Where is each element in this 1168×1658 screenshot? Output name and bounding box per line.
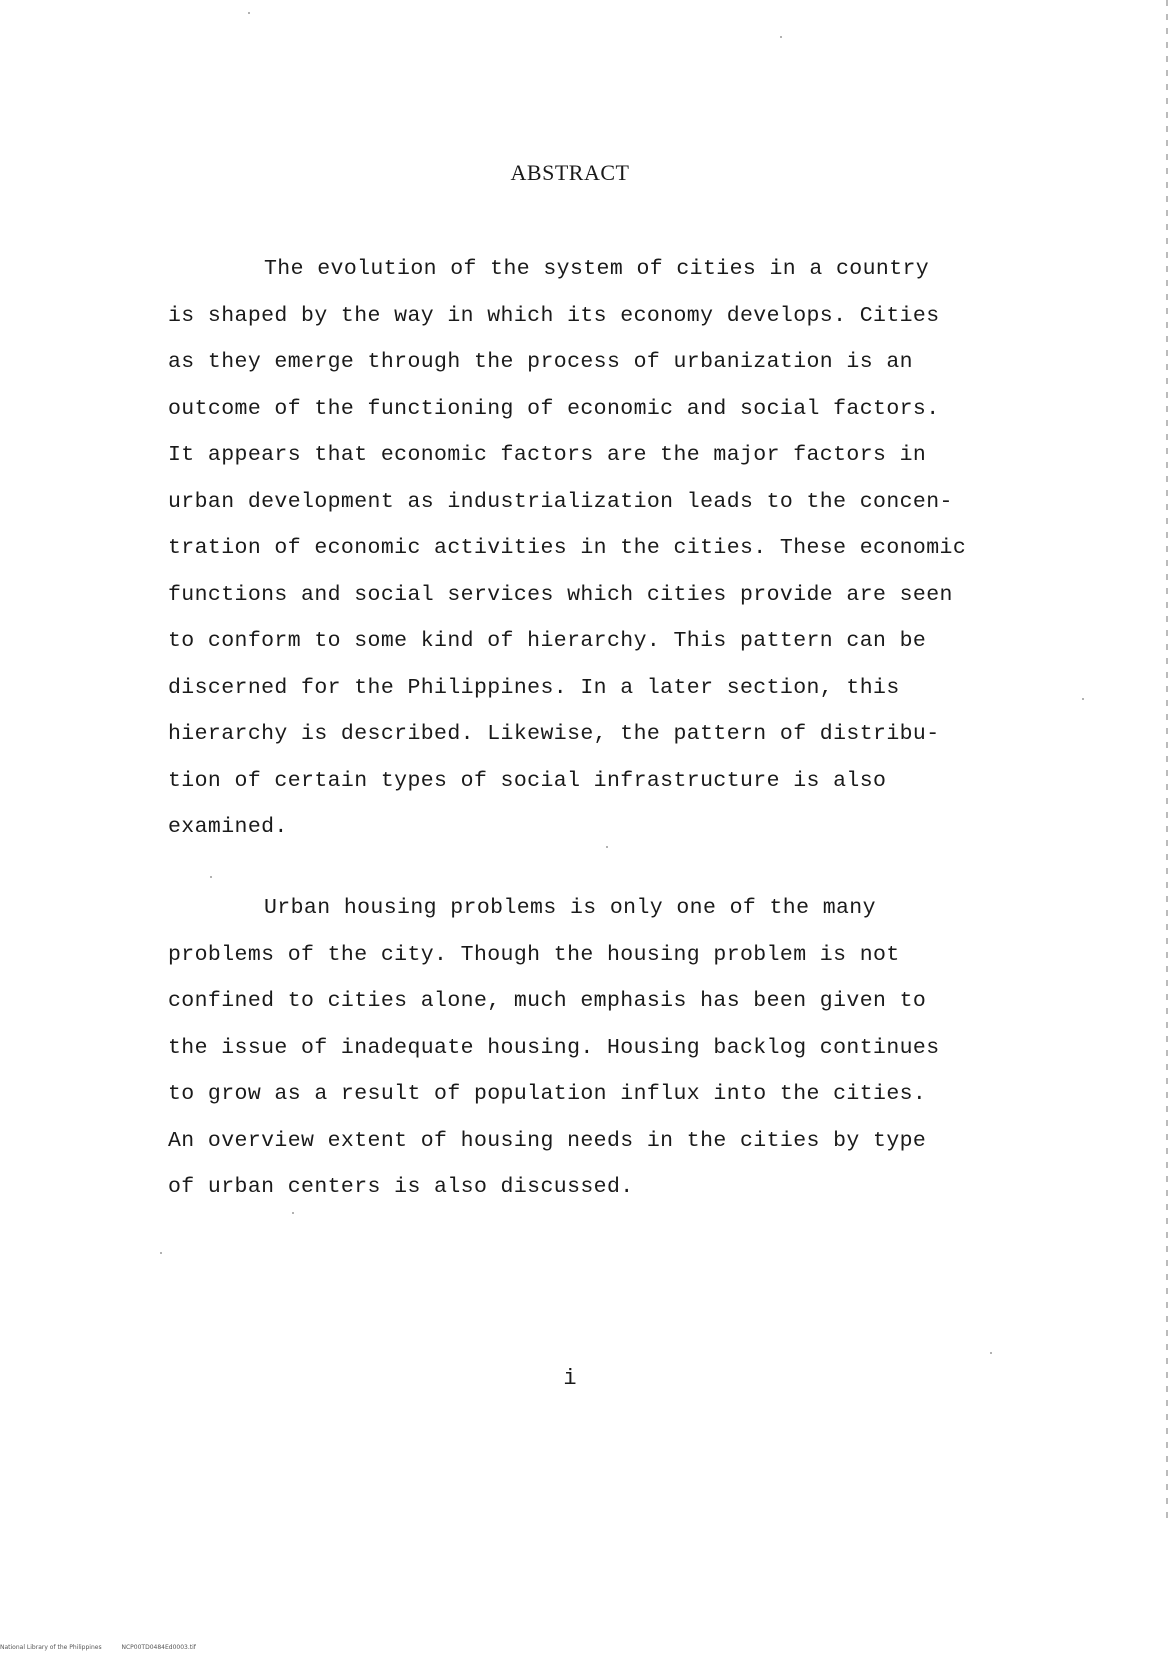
page-number: i bbox=[563, 1366, 577, 1391]
scan-speck bbox=[292, 1212, 294, 1214]
scan-speck bbox=[248, 12, 250, 14]
scan-speck bbox=[990, 1352, 992, 1354]
scan-speck bbox=[780, 36, 782, 38]
library-credit: National Library of the Philippines bbox=[0, 1644, 102, 1651]
paragraph-2: Urban housing problems is only one of the many problems of the city. Though the housing problem is not confined to cities alone, much emphasis has been given to the issue of inadequate housing. Housing backlog continues to grow as a result of population influx into the cities. An overview extent of housing needs in the cities by type of urban centers is also discussed. bbox=[168, 896, 940, 1199]
scan-speck bbox=[160, 1252, 162, 1254]
paragraph-1: The evolution of the system of cities in a country is shaped by the way in which its economy develops. Cities as they emerge through the process of urbanization is an outcome of the functioning of economic and social factors. It appears that economic factors are the major factors in urban development as industrialization leads to the concen- tration of economic activities in the cities. These economic functions and social services which cities provide are seen to conform to some kind of hierarchy. This pattern can be discerned for the Philippines. In a later section, this hierarchy is described. Likewise, the pattern of distribu- tion of certain types of social infrastructure is also examined. bbox=[168, 257, 967, 839]
file-id: NCP00TD0484Ed0003.tif bbox=[121, 1644, 196, 1651]
scan-speck bbox=[606, 846, 608, 848]
page-title: ABSTRACT bbox=[510, 160, 630, 185]
scan-footer bbox=[0, 1644, 214, 1651]
scan-speck bbox=[1082, 698, 1084, 700]
scan-speck bbox=[210, 876, 212, 878]
